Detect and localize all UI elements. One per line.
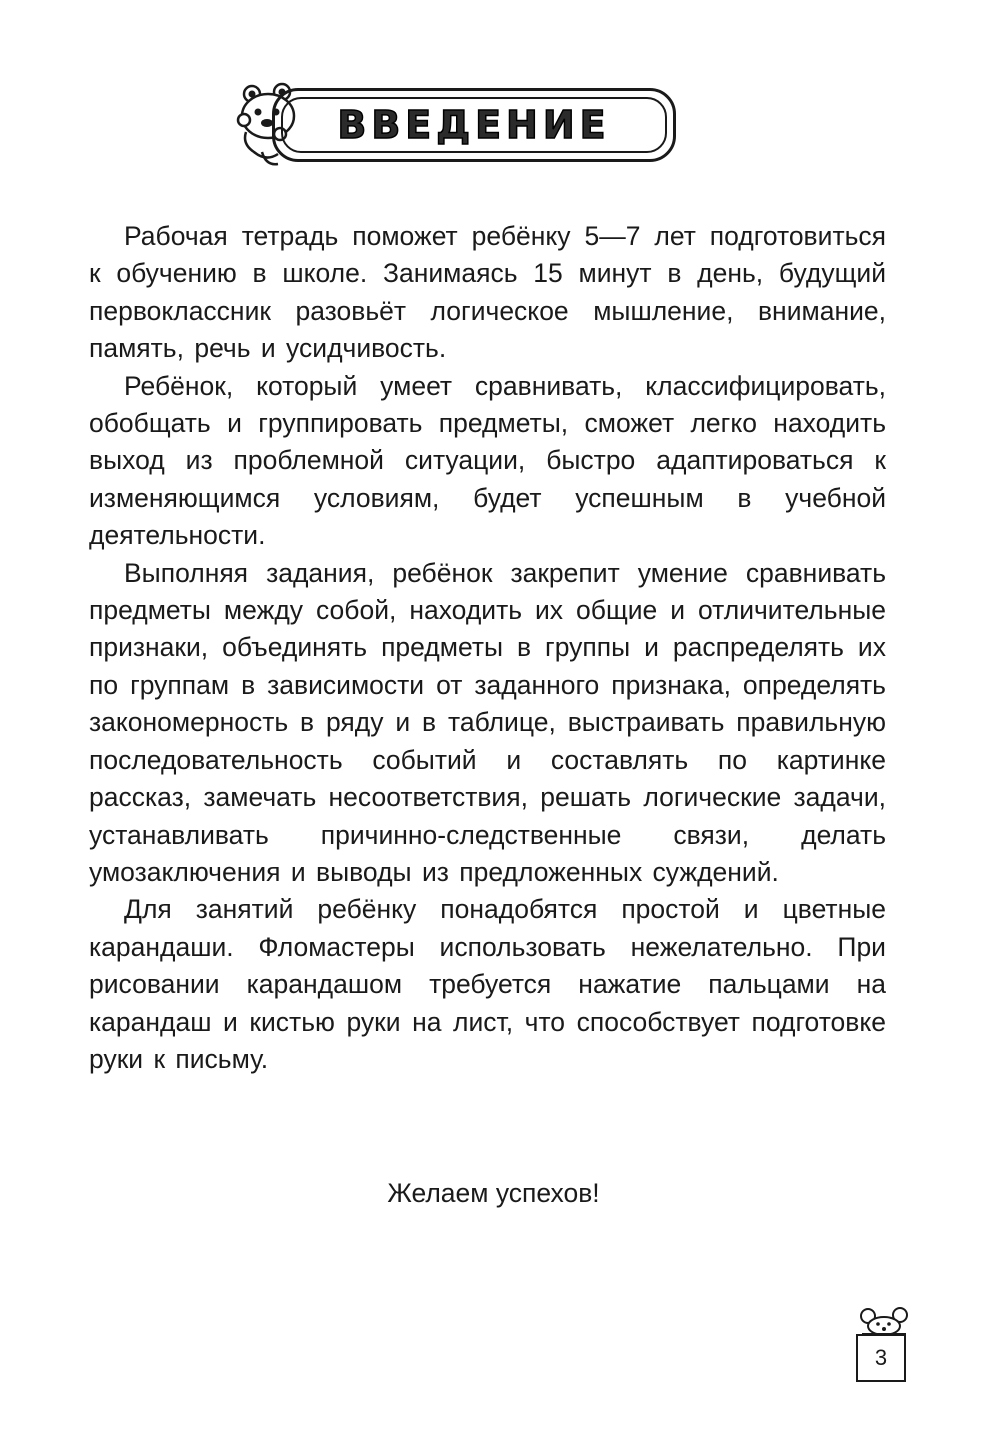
- page-number: 3: [856, 1334, 906, 1382]
- intro-text: [89, 218, 886, 1078]
- page-title: ВВЕДЕНИЕ: [337, 103, 611, 147]
- paragraph: Рабочая тетрадь поможет ребёнку 5—7 лет подготовиться к обучению в школе. Занимаясь 15 минут в день, будущий первоклассник разовьёт логическое мышление, внимание, память, речь и усидчивость.: [89, 221, 886, 364]
- paragraph: Ребёнок, который умеет сравнивать, классифицировать, обобщать и группировать предметы, сможет легко находить выход из проблемной ситуации, быстро адаптироваться к изменяющимся условиям, будет успешным в учебной деятельности.: [89, 370, 886, 551]
- page-number-block: [852, 1306, 912, 1384]
- mouse-icon: [856, 1306, 910, 1336]
- paragraph: Для занятий ребёнку понадобятся простой и цветные карандаши. Фломастеры использовать нежелательно. При рисовании карандашом требуется нажатие пальцами на карандаш и кистью руки на лист, что способствует подготовке руки к письму.: [89, 894, 886, 1074]
- chapter-header: [232, 82, 680, 168]
- closing-wish: Желаем успехов!: [387, 1178, 600, 1208]
- paragraph: Выполняя задания, ребёнок закрепит умение сравнивать предметы между собой, находить их общие и отличительные признаки, объединять предметы в группы и распределять их по группам в зависимости от заданного признака, определять закономерность в ряду и в таблице, выстраивать правильную последовательность событий и составлять по картинке рассказ, замечать несоответствия, решать логические задачи, устанавливать причинно-следственные связи, делать умозаключения и выводы из предложенных суждений.: [89, 557, 886, 887]
